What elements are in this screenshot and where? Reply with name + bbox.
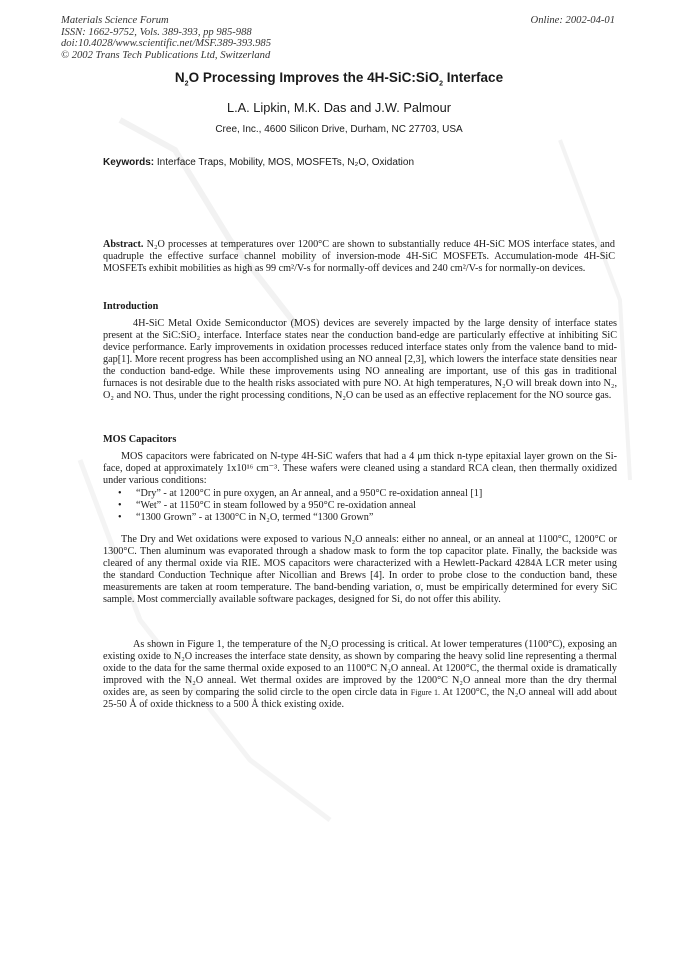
copyright-line: © 2002 Trans Tech Publications Ltd, Switzerland [61, 49, 271, 61]
figure-1-ref[interactable]: Figure 1. [410, 688, 441, 698]
introduction-text: 4H-SiC Metal Oxide Semiconductor (MOS) devices are severely impacted by the large density of interface states present at the SiC:SiO₂ interface. Interface states near the conduction band-edge are particularly effective at inhibiting SiC device performance. Early improvements in oxidation processes reduced interface states only from the valence band to mid-gap[1]. More recent progress has been accomplished using an NO anneal [2,3], which lowers the interface state densities near the conduction band-edge. While these improvements using NO annealing are important, use of this gas in traditional furnaces is not desirable due to the health risks associated with pure NO. At high temperatures, N₂O will break down into N₂, O₂ and NO. Thus, under the right processing conditions, N₂O can be used as an effective replacement for the NO source gas. [103, 318, 617, 402]
journal-name: Materials Science Forum [61, 15, 169, 26]
keywords [103, 157, 623, 168]
authors: L.A. Lipkin, M.K. Das and J.W. Palmour [226, 100, 452, 115]
oxidation-conditions-list [118, 488, 598, 524]
affiliation: Cree, Inc., 4600 Silicon Drive, Durham, NC 27703, USA [215, 124, 463, 135]
list-item: • “1300 Grown” - at 1300°C in N₂O, termed “1300 Grown” [118, 512, 598, 524]
mos-paragraph-3: As shown in Figure 1, the temperature of the N₂O processing is critical. At lower temperatures (1100°C), exposing an existing oxide to N₂O increases the interface state density, as shown by comparing the heavy solid line representing a thermal oxide to the data for the same thermal oxide exposed to an 1100°C N₂O anneal. At 1200°C, the thermal oxide is dramatically improved with the N₂O anneal. Wet thermal oxides are improved by the 1200°C N₂O anneal more than the dry thermal oxides are, as seen by comparing the solid circle to the open circle data in Figure 1. At 1200°C, the N₂O anneal will add about 25-50 Å of oxide thickness to a 500 Å thick existing oxide. [103, 639, 618, 711]
doi-line[interactable]: doi:10.4028/www.scientific.net/MSF.389-393.985 [61, 38, 271, 50]
abstract-text: N₂O processes at temperatures over 1200°C are shown to substantially reduce 4H-SiC MOS interface states, and quadruple the effective surface channel mobility of inversion-mode 4H-SiC MOSFETs. Accumulation-mode 4H-SiC MOSFETs exhibit mobilities as high as 99 cm²/V-s for normally-off devices and 240 cm²/V-s for normally-on devices. [103, 239, 615, 275]
mos-paragraph-2: The Dry and Wet oxidations were exposed to various N₂O anneals: either no anneal, or an anneal at 1100°C, 1200°C or 1300°C. Then aluminum was evaporated through a shadow mask to form the top capacitor plate. Finally, the backside was cleared of any thermal oxide via RIE. MOS capacitors were characterized with a Hewlett-Packard 4284A LCR meter using the standard Conduction Technique after Nicollian and Brews [4]. In order to probe close to the conduction band, these measurements are taken at room temperature. The band-bending variation, σ, must be empirically determined for every SiC sample. Most commercially available software packages, designed for Si, do not offer this ability. [103, 534, 617, 606]
keywords-text: Interface Traps, Mobility, MOS, MOSFETs, N₂O, Oxidation [154, 157, 415, 168]
list-item: • “Wet” - at 1150°C in steam followed by a 950°C re-oxidation anneal [118, 500, 598, 512]
abstract [103, 239, 615, 275]
journal-header [61, 15, 271, 61]
list-item: • “Dry” - at 1200°C in pure oxygen, an Ar anneal, and a 950°C re-oxidation anneal [1] [118, 488, 598, 500]
mos-paragraph-1: MOS capacitors were fabricated on N-type 4H-SiC wafers that had a 4 μm thick n-type epitaxial layer grown on the Si-face, doped at approximately 1x10¹⁶ cm⁻³. These wafers were cleaned using a standard RCA clean, then thermally oxidized under various conditions: [103, 451, 617, 487]
keywords-label: Keywords: [103, 157, 155, 168]
mos-capacitors-heading: MOS Capacitors [103, 434, 177, 445]
abstract-label: Abstract. [103, 239, 144, 250]
issn-line: ISSN: 1662-9752, Vols. 389-393, pp 985-988 [61, 26, 252, 38]
introduction-heading: Introduction [103, 301, 159, 312]
online-date: Online: 2002-04-01 [530, 15, 615, 26]
paper-title: $N_2O$ Processing Improves the 4H-SiC:SiO$_2$ Interface [174, 70, 504, 88]
